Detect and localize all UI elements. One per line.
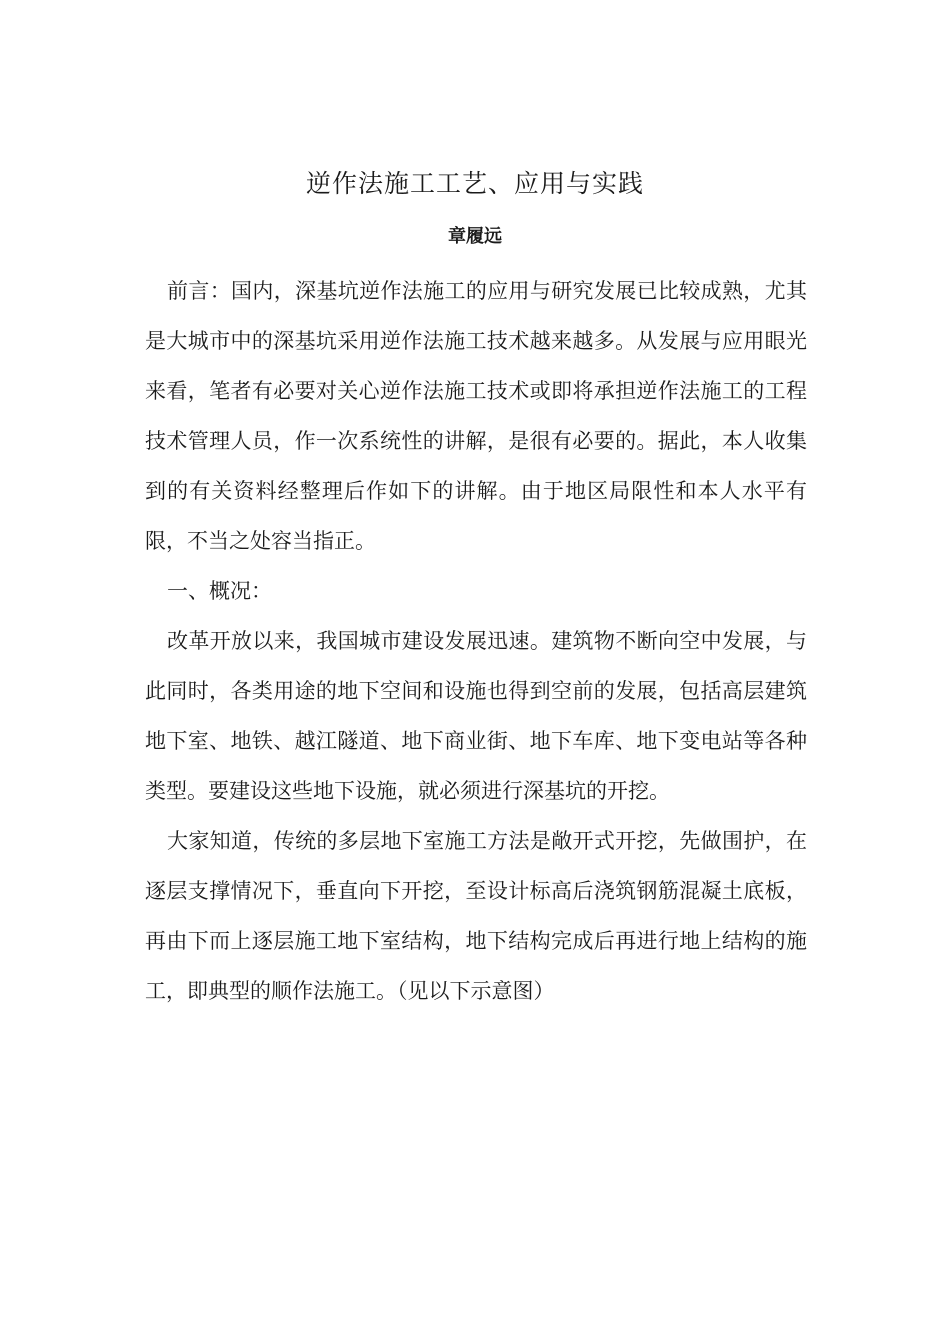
paragraph-preface: 前言：国内，深基坑逆作法施工的应用与研究发展已比较成熟，尤其是大城市中的深基坑采用逆作法施工技术越来越多。从发展与应用眼光来看，笔者有必要对关心逆作法施工技术或即将承担逆作法施工的工程技术管理人员，作一次系统性的讲解，是很有必要的。据此，本人收集到的有关资料经整理后作如下的讲解。由于地区局限性和本人水平有限，不当之处容当指正。 — [145, 279, 807, 553]
document-author: 章履远 — [448, 226, 502, 247]
paragraph-overview-traditional-method: 大家知道，传统的多层地下室施工方法是敞开式开挖，先做围护，在逐层支撑情况下，垂直向下开挖，至设计标高后浇筑钢筋混凝土底板，再由下而上逐层施工地下室结构，地下结构完成后再进行地上结构的施工，即典型的顺作法施工。（见以下示意图） — [145, 829, 807, 1003]
document-title: 逆作法施工工艺、应用与实践 — [305, 169, 644, 198]
document-body — [145, 266, 807, 1016]
section-heading-overview: 一、概况： — [167, 579, 272, 603]
paragraph-overview-development: 改革开放以来，我国城市建设发展迅速。建筑物不断向空中发展，与此同时，各类用途的地下空间和设施也得到空前的发展，包括高层建筑地下室、地铁、越江隧道、地下商业街、地下车库、地下变电站等各种类型。要建设这些地下设施，就必须进行深基坑的开挖。 — [145, 629, 807, 803]
